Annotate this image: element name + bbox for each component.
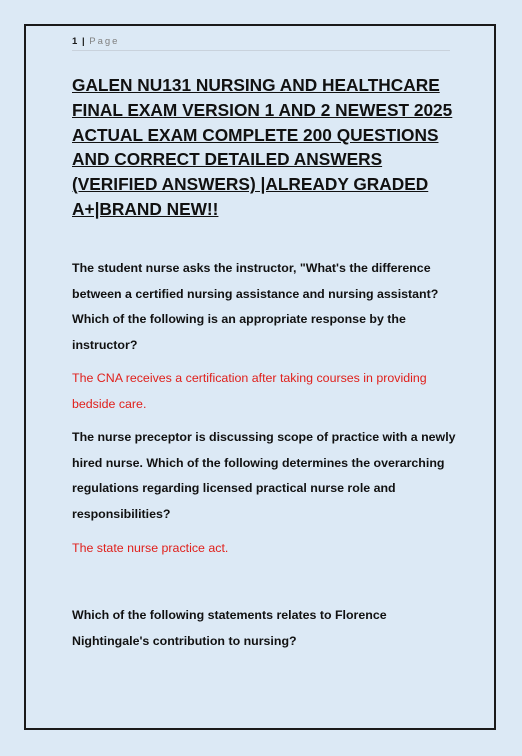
question-1: The student nurse asks the instructor, "What's the difference between a certified nursing assistance and nursing assistant? Which of the following is an appropriate response by the instructor? — [72, 261, 439, 352]
answer-1: The CNA receives a certification after taking courses in providing bedside care. — [72, 371, 427, 411]
page-header — [72, 36, 450, 51]
answer-2: The state nurse practice act. — [72, 541, 229, 555]
question-3: Which of the following statements relates to Florence Nightingale's contribution to nursing? — [72, 608, 387, 648]
page-label: Page — [89, 36, 120, 47]
question-2: The nurse preceptor is discussing scope of practice with a newly hired nurse. Which of the following determines the overarching regulations regarding licensed practical nurse role and responsibilities? — [72, 430, 456, 521]
page-separator: | — [81, 36, 85, 47]
page-number: 1 — [72, 36, 78, 47]
document-title: GALEN NU131 NURSING AND HEALTHCARE FINAL EXAM VERSION 1 AND 2 NEWEST 2025 ACTUAL EXAM COMPLETE 200 QUESTIONS AND CORRECT DETAILED ANSWERS (VERIFIED ANSWERS) |ALREADY GRADED A+|BRAND NEW!! — [72, 75, 453, 219]
